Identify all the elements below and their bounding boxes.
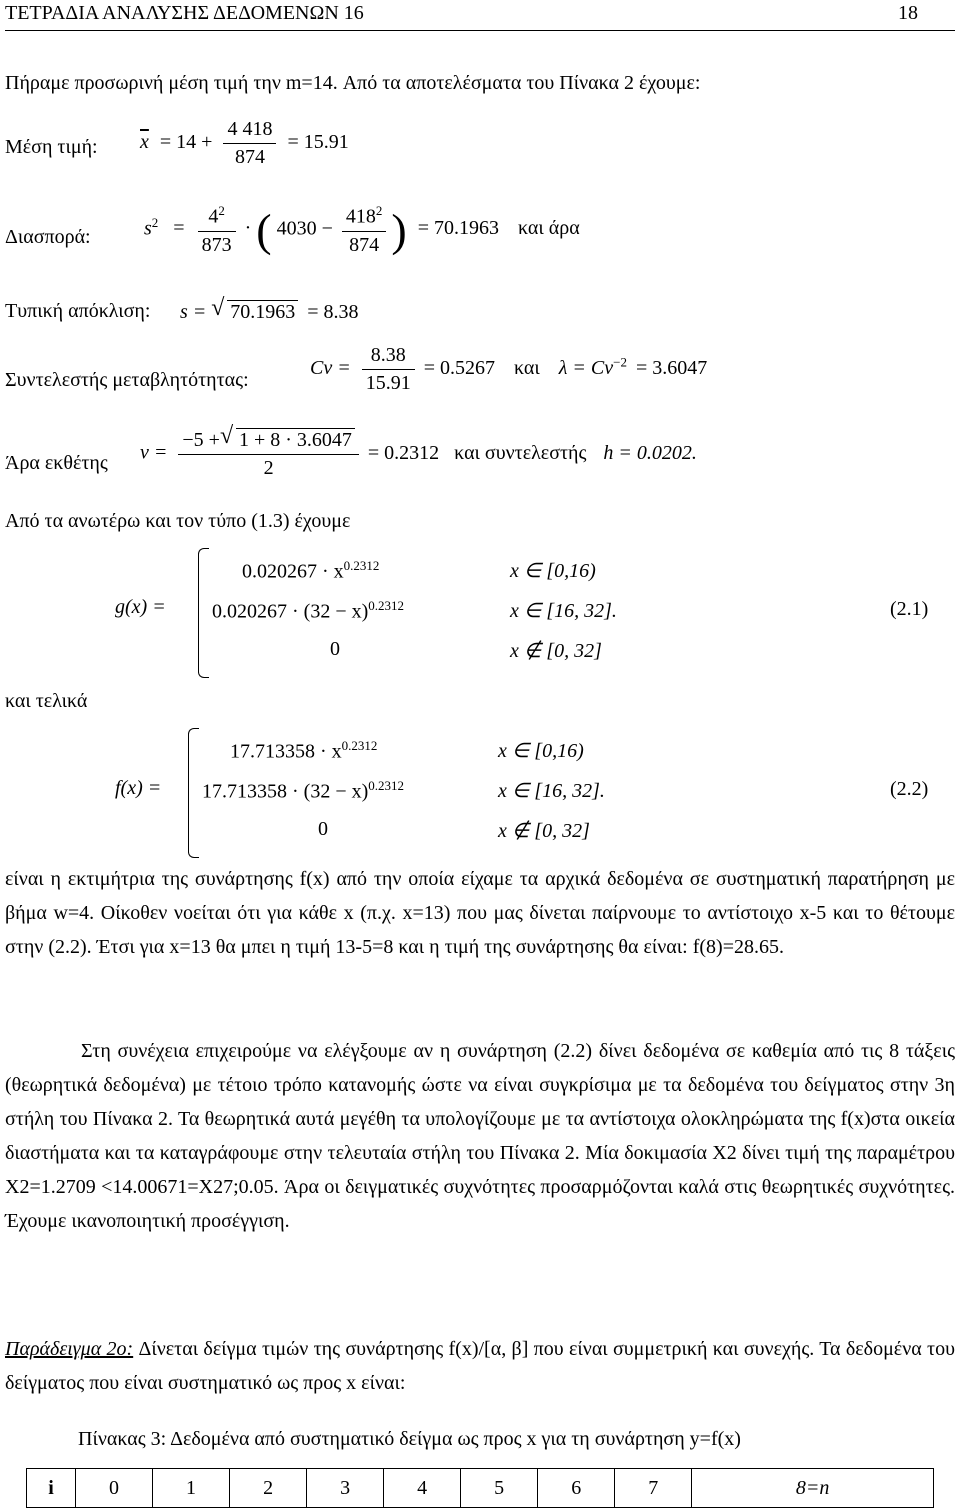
cv-fraction: $\frac{8.38}{15.91}$ [362, 344, 415, 395]
g-cond-1: x ∈ [0,16) [510, 560, 596, 582]
g-cond-2: x ∈ [16, 32]. [510, 600, 617, 622]
table-cell: 0 [76, 1469, 153, 1508]
running-header-title: ΤΕΤΡΑΔΙΑ ΑΝΑΛΥΣΗΣ ΔΕΔΟΜΕΝΩΝ 16 [5, 2, 364, 24]
eq-number-2-1: (2.1) [890, 598, 929, 620]
f-cond-1: x ∈ [0,16) [498, 740, 584, 762]
g-lhs: g(x) = [115, 596, 166, 618]
from-formula-text: Από τα ανωτέρω και τον τύπο (1.3) έχουμε [5, 510, 351, 532]
eq-number-2-2: (2.2) [890, 778, 929, 800]
paragraph-chi-square: Στη συνέχεια επιχειρούμε να ελέγξουμε αν η συνάρτηση (2.2) δίνει δεδομένα σε καθεμία από τις 8 τάξεις (θεωρητικά δεδομένα) με τέτοιο τρόπο κατανομής ώστε να είναι συγκρίσιμα με τα δεδομένα του δείγματος στην 3η στήλη του Πίνακα 2. Τα θεωρητικά αυτά μεγέθη τα υπολογίζουμε με τα αντίστοιχα ολοκληρώματα της f(x)στα οικεία διαστήματα και τα καταγράφουμε στην τελευταία στήλη του Πίνακα 2. Μία δοκιμασία X2 δίνει τιμή της παραμέτρου X2=1.2709 <14.00671=X27;0.05. Άρα οι δειγματικές συχνότητες προσαρμόζονται καλά στις θεωρητικές συχνότητες. Έχουμε ικανοποιητική προσέγγιση. [5, 1040, 955, 1232]
stddev-sqrt: √ 70.1963 [227, 300, 298, 324]
paragraph-estimator: είναι η εκτιμήτρια της συνάρτησης f(x) από την οποία είχαμε τα αρχικά δεδομένα σε συστηματική παρατήρηση με βήμα w=4. Οίκοθεν νοείται ότι για κάθε x (π.χ. x=13) που μας δίνεται παίρνουμε το αντίστοιχο x-5 και το θέτουμε στην (2.2). Έτσι για x=13 θα μπει η τιμή 13-5=8 και η τιμή της συνάρτησης θα είναι: f(8)=28.65. [5, 868, 955, 958]
mean-eq1: = 14 + [159, 131, 213, 154]
data-table [26, 1468, 934, 1508]
cv-formula: Cv = $\frac{8.38}{15.91}$ = 0.5267 και $\lambda = Cv^{-2} = 3.6047$ [310, 344, 708, 394]
page-number: 18 [898, 2, 918, 24]
table-cell: 4 [384, 1469, 461, 1508]
table-cell: 8=n [692, 1469, 934, 1508]
and-finally-text: και τελικά [5, 690, 88, 712]
variance-formula: $s^2$ = $\frac{4^2}{873}$ · ( 4030 − $\frac{418^2}{874}$ ) = 70.1963 και άρα [144, 203, 580, 256]
cv-label: Συντελεστής μεταβλητότητας: [5, 369, 249, 391]
table-cell: 3 [307, 1469, 384, 1508]
f-cond-2: x ∈ [16, 32]. [498, 780, 605, 802]
variance-tail: και άρα [517, 217, 580, 240]
f-row-2: $17.713358 \cdot (32 - x)^{0.2312}$ [202, 778, 405, 803]
table-cell: 6 [538, 1469, 615, 1508]
variance-result: = 70.1963 [417, 217, 499, 240]
g-brace [198, 548, 209, 678]
mean-numerator: 4 418 [223, 118, 276, 144]
f-lhs: f(x) = [115, 777, 162, 799]
f-cond-3: x ∉ [0, 32] [498, 820, 590, 842]
g-cond-3: x ∉ [0, 32] [510, 640, 602, 662]
example-paragraph [5, 1332, 955, 1400]
intro-text: Πήραμε προσωρινή μέση τιμή την m=14. Από τα αποτελέσματα του Πίνακα 2 έχουμε: [5, 72, 701, 94]
variance-mid: 4030 − [276, 217, 333, 240]
f-row-3: 0 [318, 818, 328, 840]
mean-fraction [223, 118, 276, 169]
variance-fraction-2: $\frac{418^2}{874}$ [342, 203, 387, 257]
mean-formula [140, 118, 349, 169]
g-row-1: $0.020267 \cdot x^{0.2312}$ [242, 558, 380, 583]
example-title: Παράδειγμα 2o: [5, 1338, 134, 1360]
mean-label: Μέση τιμή: [5, 136, 98, 158]
table-cell: 1 [153, 1469, 230, 1508]
example-text: Δίνεται δείγμα τιμών της συνάρτησης f(x)/[α, β] που είναι συμμετρική και συνεχής. Τα δεδομένα του δείγματος που είναι συστηματικό ως προς x είναι: [5, 1338, 955, 1394]
g-row-3: 0 [330, 638, 340, 660]
table-row [27, 1469, 934, 1508]
exponent-label: Άρα εκθέτης [5, 452, 108, 474]
f-row-1: $17.713358 \cdot x^{0.2312}$ [230, 738, 378, 763]
f-brace [188, 728, 199, 858]
table-cell: 2 [230, 1469, 307, 1508]
variance-label: Διασπορά: [5, 226, 91, 248]
variance-symbol: s [144, 217, 152, 240]
exponent-formula: ν = $\frac{-5 + √ 1 + 8 \cdot 3.6047}{2}$ = 0.2312 και συντελεστής h = 0.0202. [140, 428, 697, 480]
variance-fraction-1: $\frac{4^2}{873}$ [198, 203, 236, 257]
table-cell: 5 [461, 1469, 538, 1508]
table-cell: 7 [615, 1469, 692, 1508]
mean-denominator: 874 [234, 146, 265, 168]
header-rule [5, 30, 955, 31]
mean-result: = 15.91 [287, 131, 349, 154]
stddev-label: Τυπική απόκλιση: [5, 300, 151, 322]
mean-symbol: $\overline{x}$ [140, 131, 149, 154]
table-caption: Πίνακας 3: Δεδομένα από συστηματικό δείγμα ως προς x για τη συνάρτηση y=f(x) [78, 1428, 741, 1450]
stddev-formula: s = √ 70.1963 = 8.38 [180, 300, 359, 324]
g-row-2: $0.020267 \cdot (32 - x)^{0.2312}$ [212, 598, 405, 623]
table-row-header: i [27, 1469, 76, 1508]
exponent-fraction: $\frac{-5 + √ 1 + 8 \cdot 3.6047}{2}$ [178, 428, 359, 480]
